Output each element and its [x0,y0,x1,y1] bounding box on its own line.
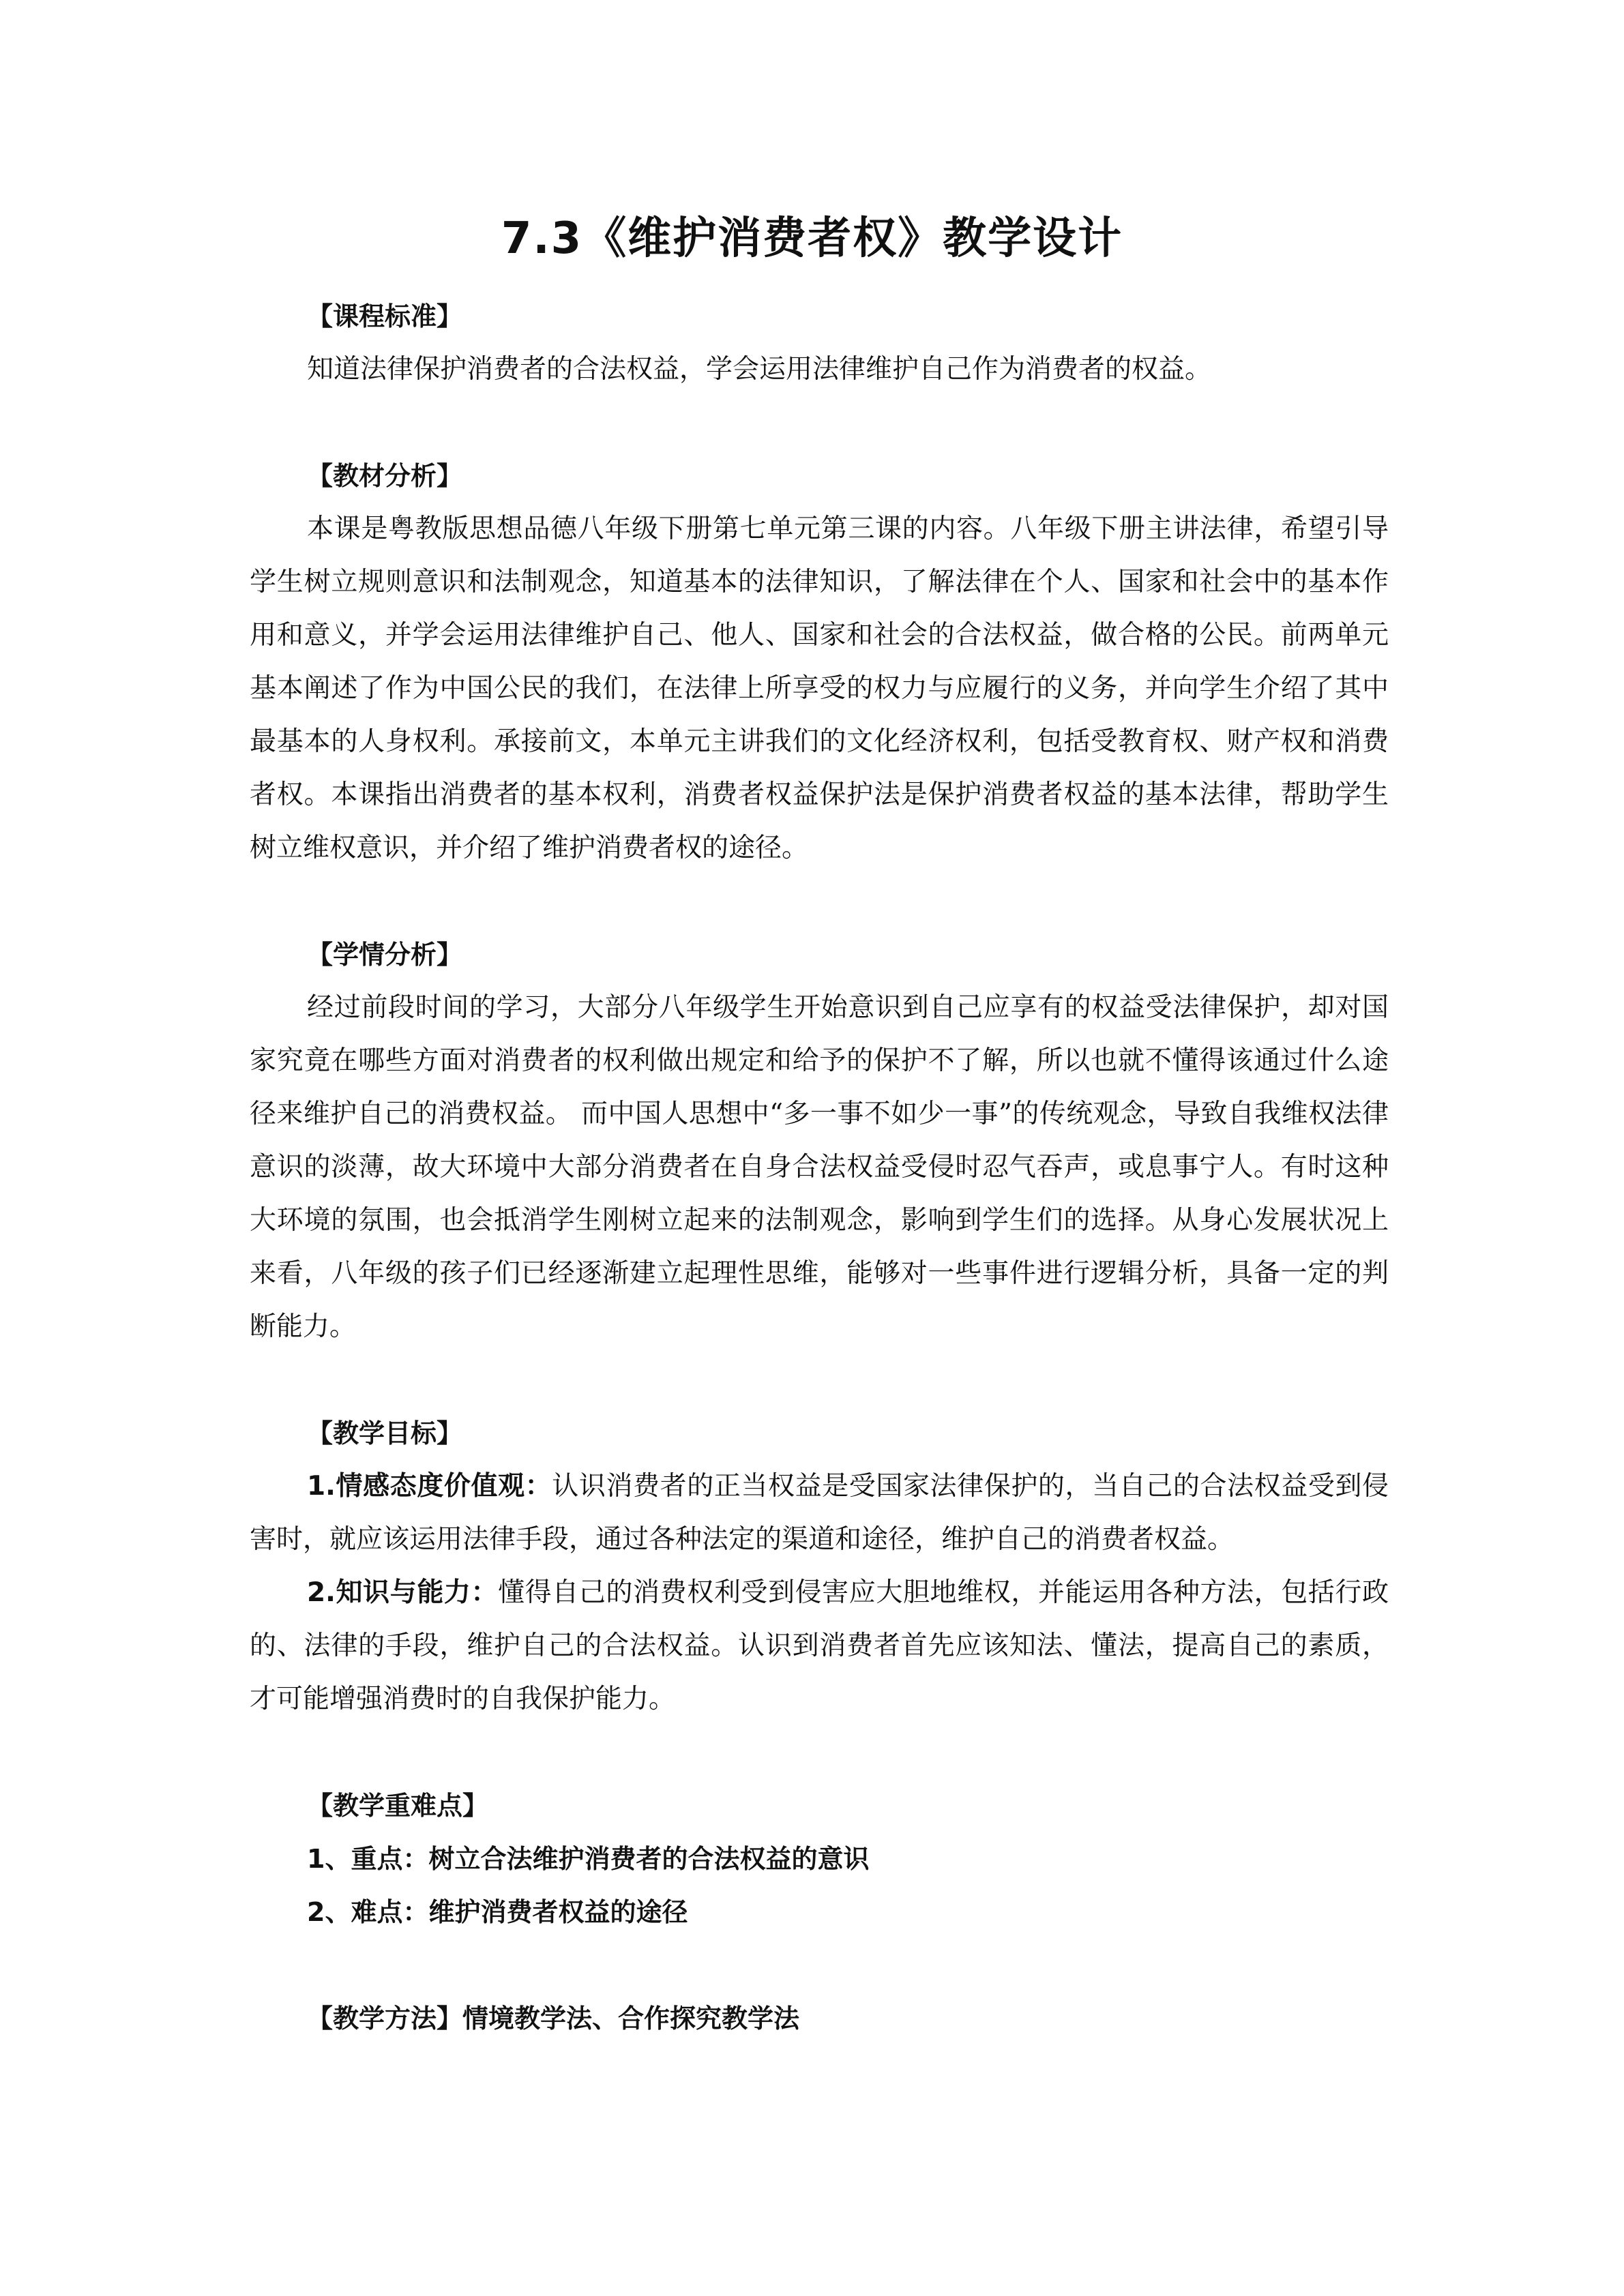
objective-item-1-body: 认识消费者的正当权益是受国家法律保护的，当自己的合法权益受到侵害时，就应该运用法律手段，通过各种法定的渠道和途径，维护自己的消费者权益。 [250,1471,1389,1555]
section-heading-students: 【学情分析】 [307,940,463,970]
spacer [250,875,1389,928]
spacer [250,1939,1389,1992]
spacer [250,1354,1389,1407]
objective-item-2-lead: 2.知识与能力： [307,1577,499,1608]
document-body [250,290,1389,2045]
objective-item-1-lead: 1.情感态度价值观： [307,1471,552,1502]
section-heading-curriculum: 【课程标准】 [307,301,463,331]
section-heading-methods: 【教学方法】 [307,2003,463,2033]
key-point-2: 2、难点：维护消费者权益的途径 [307,1897,688,1927]
spacer [250,396,1389,449]
textbook-paragraph: 本课是粤教版思想品德八年级下册第七单元第三课的内容。八年级下册主讲法律，希望引导学生树立规则意识和法制观念，知道基本的法律知识，了解法律在个人、国家和社会中的基本作用和意义，并学会运用法律维护自己、他人、国家和社会的合法权益，做合格的公民。前两单元基本阐述了作为中国公民的我们，在法律上所享受的权力与应履行的义务，并向学生介绍了其中最基本的人身权利。承接前文，本单元主讲我们的文化经济权利，包括受教育权、财产权和消费者权。本课指出消费者的基本权利，消费者权益保护法是保护消费者权益的基本法律，帮助学生树立维权意识，并介绍了维护消费者权的途径。 [250,513,1389,863]
section-heading-textbook: 【教材分析】 [307,461,463,491]
section-methods [250,1992,1389,2045]
objective-item-2 [250,1566,1389,1726]
document-title: 7.3《维护消费者权》教学设计 [501,213,1123,264]
spacer [250,1726,1389,1779]
curriculum-paragraph: 知道法律保护消费者的合法权益，学会运用法律维护自己作为消费者的权益。 [307,354,1212,385]
students-paragraph: 经过前段时间的学习，大部分八年级学生开始意识到自己应享有的权益受法律保护，却对国家究竟在哪些方面对消费者的权利做出规定和给予的保护不了解，所以也就不懂得该通过什么途径来维护自己的消费权益。 而中国人思想中“多一事不如少一事”的传统观念，导致自我维权法律意识的淡薄，故大环境中大部分消费者在自身合法权益受侵时忍气吞声，或息事宁人。有时这种大环境的氛围，也会抵消学生刚树立起来的法制观念，影响到学生们的选择。从身心发展状况上来看，八年级的孩子们已经逐渐建立起理性思维，能够对一些事件进行逻辑分析，具备一定的判断能力。 [250,992,1389,1342]
section-heading-key-points: 【教学重难点】 [307,1791,489,1821]
objective-item-2-body: 懂得自己的消费权利受到侵害应大胆地维权，并能运用各种方法，包括行政的、法律的手段，维护自己的合法权益。认识到消费者首先应该知法、懂法，提高自己的素质，才可能增强消费时的自我保护能力。 [250,1577,1389,1714]
section-heading-objectives: 【教学目标】 [307,1418,463,1448]
key-point-1: 1、重点：树立合法维护消费者的合法权益的意识 [307,1844,870,1874]
objective-item-1 [250,1460,1389,1566]
methods-text: 情境教学法、合作探究教学法 [462,2003,800,2033]
